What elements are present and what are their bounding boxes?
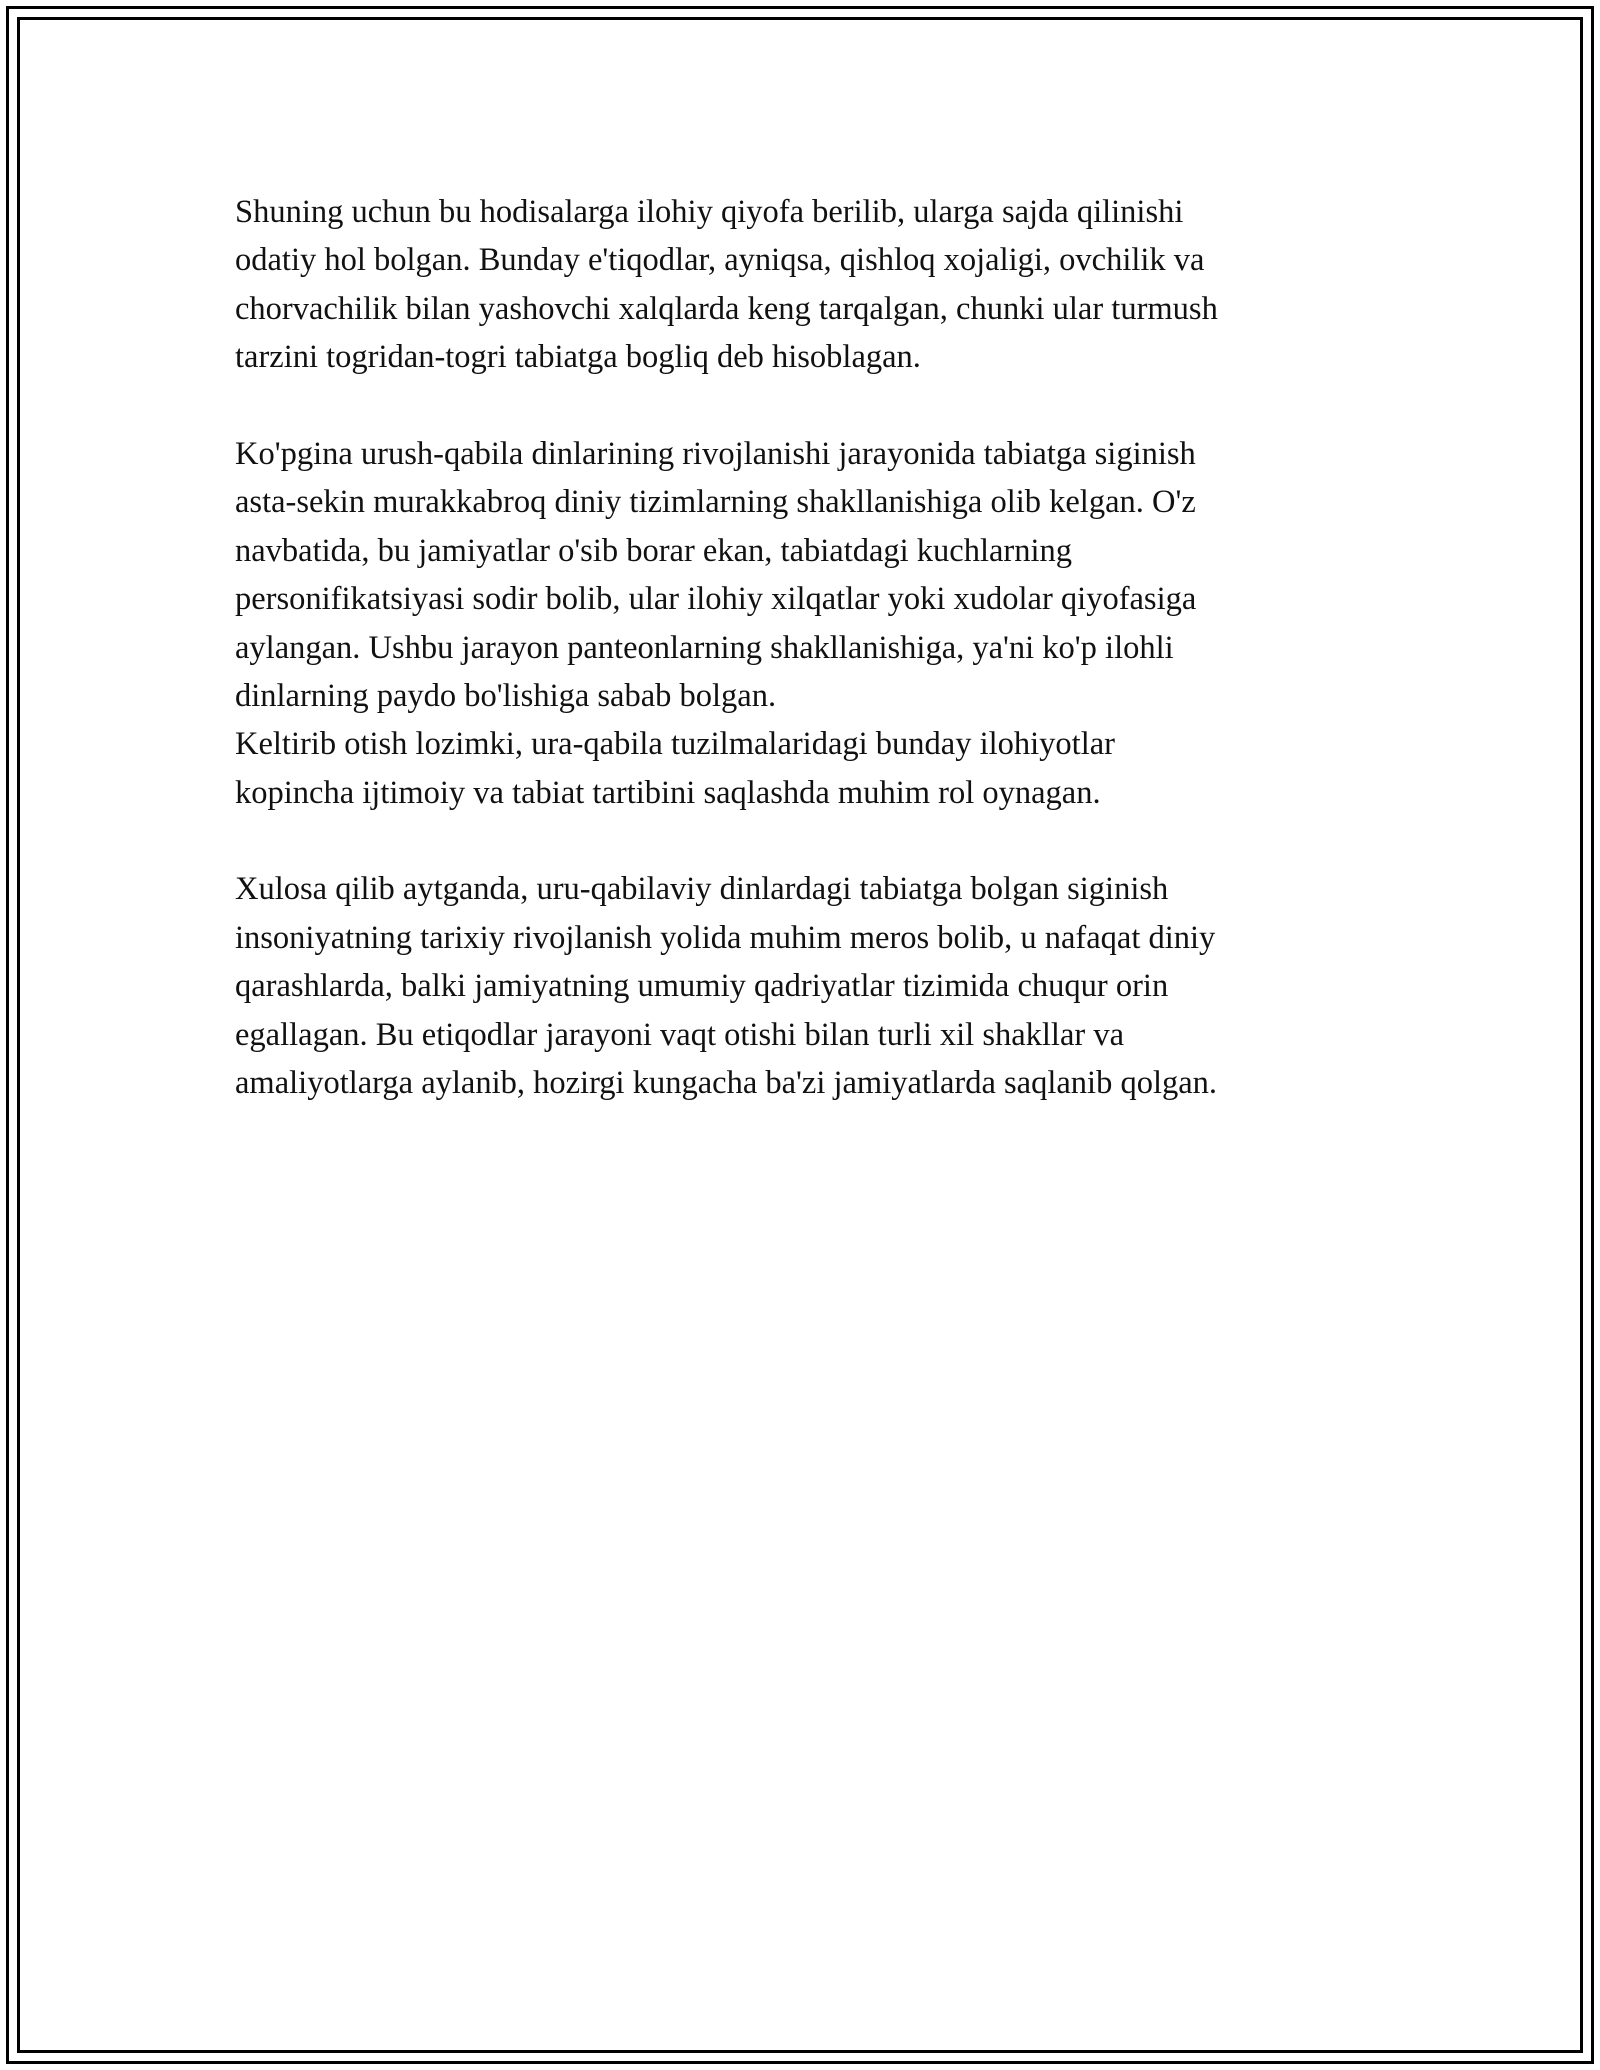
text-line: Xulosa qilib aytganda, uru-qabilaviy dinlardagi tabiatga bolgan siginish <box>235 871 1169 908</box>
text-line: aylangan. Ushbu jarayon panteonlarning shakllanishiga, ya'ni ko'p ilohli <box>235 629 1174 666</box>
text-line: insoniyatning tarixiy rivojlanish yolida muhim meros bolib, u nafaqat diniy <box>235 919 1216 956</box>
paragraph-2 <box>235 430 1365 720</box>
text-line: Shuning uchun bu hodisalarga ilohiy qiyofa berilib, ularga sajda qilinishi <box>235 194 1184 230</box>
paragraph-4 <box>235 865 1365 1107</box>
text-line: chorvachilik bilan yashovchi xalqlarda keng tarqalgan, chunki ular turmush <box>235 290 1218 327</box>
paragraph-3 <box>235 720 1365 817</box>
paragraph-1 <box>235 188 1365 382</box>
text-line: kopincha ijtimoiy va tabiat tartibini saqlashda muhim rol oynagan. <box>235 774 1101 811</box>
paragraph-spacer <box>235 382 1365 430</box>
text-line: amaliyotlarga aylanib, hozirgi kungacha ba'zi jamiyatlarda saqlanib qolgan. <box>235 1065 1218 1102</box>
text-line: tarzini togridan-togri tabiatga bogliq deb hisoblagan. <box>235 339 921 376</box>
text-line: personifikatsiyasi sodir bolib, ular ilohiy xilqatlar yoki xudolar qiyofasiga <box>235 581 1197 618</box>
text-line: asta-sekin murakkabroq diniy tizimlarning shakllanishiga olib kelgan. O'z <box>235 484 1196 521</box>
document-body <box>235 188 1365 1107</box>
text-line: navbatida, bu jamiyatlar o'sib borar ekan, tabiatdagi kuchlarning <box>235 532 1073 569</box>
text-line: odatiy hol bolgan. Bunday e'tiqodlar, ayniqsa, qishloq xojaligi, ovchilik va <box>235 242 1205 279</box>
text-line: Ko'pgina urush-qabila dinlarining rivojlanishi jarayonida tabiatga siginish <box>235 435 1196 472</box>
text-line: egallagan. Bu etiqodlar jarayoni vaqt otishi bilan turli xil shakllar va <box>235 1016 1125 1053</box>
paragraph-spacer <box>235 817 1365 865</box>
text-line: qarashlarda, balki jamiyatning umumiy qadriyatlar tizimida chuqur orin <box>235 968 1169 1005</box>
text-line: dinlarning paydo bo'lishiga sabab bolgan. <box>235 677 777 714</box>
text-line: Keltirib otish lozimki, ura-qabila tuzilmalaridagi bunday ilohiyotlar <box>235 726 1115 763</box>
